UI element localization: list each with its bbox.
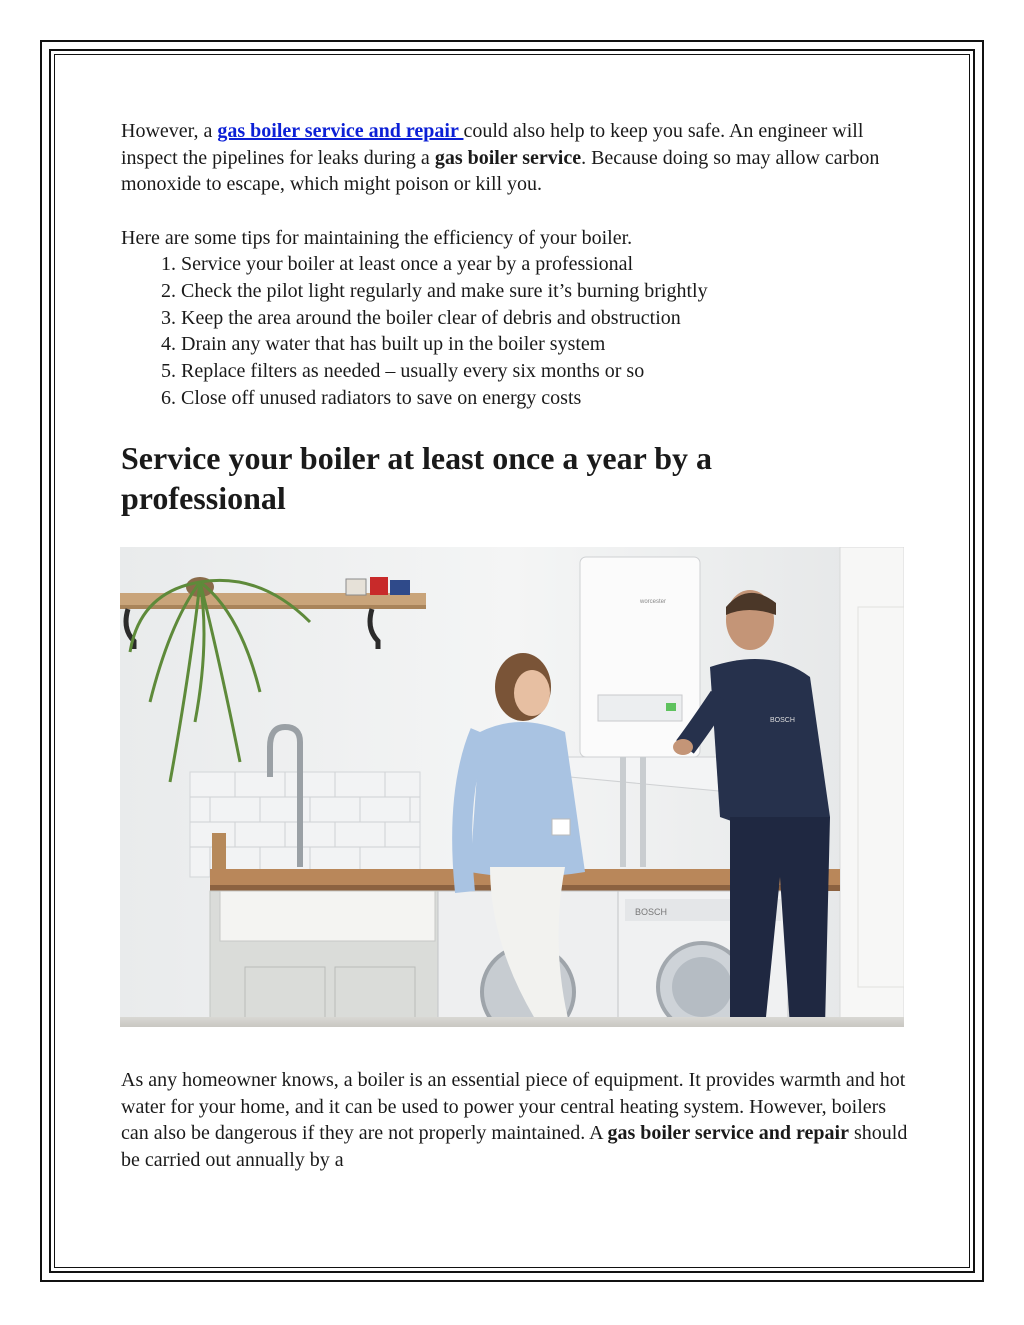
tip-item: 6. Close off unused radiators to save on energy costs: [181, 385, 911, 412]
tip-item: 4. Drain any water that has built up in the boiler system: [181, 331, 911, 358]
gas-boiler-service-link[interactable]: gas boiler service and repair: [217, 120, 464, 142]
intro-bold-term: gas boiler service: [434, 146, 582, 169]
tip-item: 3. Keep the area around the boiler clear of debris and obstruction: [181, 305, 911, 332]
boiler-brand-label: worcester: [640, 599, 667, 605]
closing-text-start: As any homeowner knows, a boiler is an essential piece of equipment. It provides warmth and hot water for your home, and it can be used to power your central heating system. However, boilers can also be dangerous if they are not properly maintained. A: [121, 1069, 906, 1144]
section-heading: Service your boiler at least once a year by a professional: [121, 439, 713, 516]
boiler-service-photo: [120, 547, 904, 1027]
intro-text-middle: could also help to keep you safe. An engineer will inspect the pipelines for leaks during a: [121, 120, 864, 169]
closing-paragraph-block: [121, 1067, 911, 1173]
tips-list: [121, 251, 911, 412]
closing-bold-term: gas boiler service and repair: [607, 1122, 849, 1144]
tip-item: 5. Replace filters as needed – usually every six months or so: [181, 358, 911, 385]
intro-text-start: However, a: [121, 120, 218, 142]
intro-paragraph: [121, 118, 911, 198]
tip-item: 1. Service your boiler at least once a year by a professional: [181, 251, 911, 278]
tips-intro: Here are some tips for maintaining the efficiency of your boiler.: [121, 226, 633, 249]
intro-text-end: . Because doing so may allow carbon monoxide to escape, which might poison or kill you.: [121, 146, 880, 195]
shirt-logo-label: BOSCH: [770, 717, 795, 724]
washer-brand-label: BOSCH: [635, 907, 668, 917]
document-body: [121, 118, 911, 518]
tip-item: 2. Check the pilot light regularly and make sure it’s burning brightly: [181, 278, 911, 305]
closing-paragraph: [121, 1067, 911, 1173]
closing-text-end: should be carried out annually by a: [121, 1122, 908, 1171]
